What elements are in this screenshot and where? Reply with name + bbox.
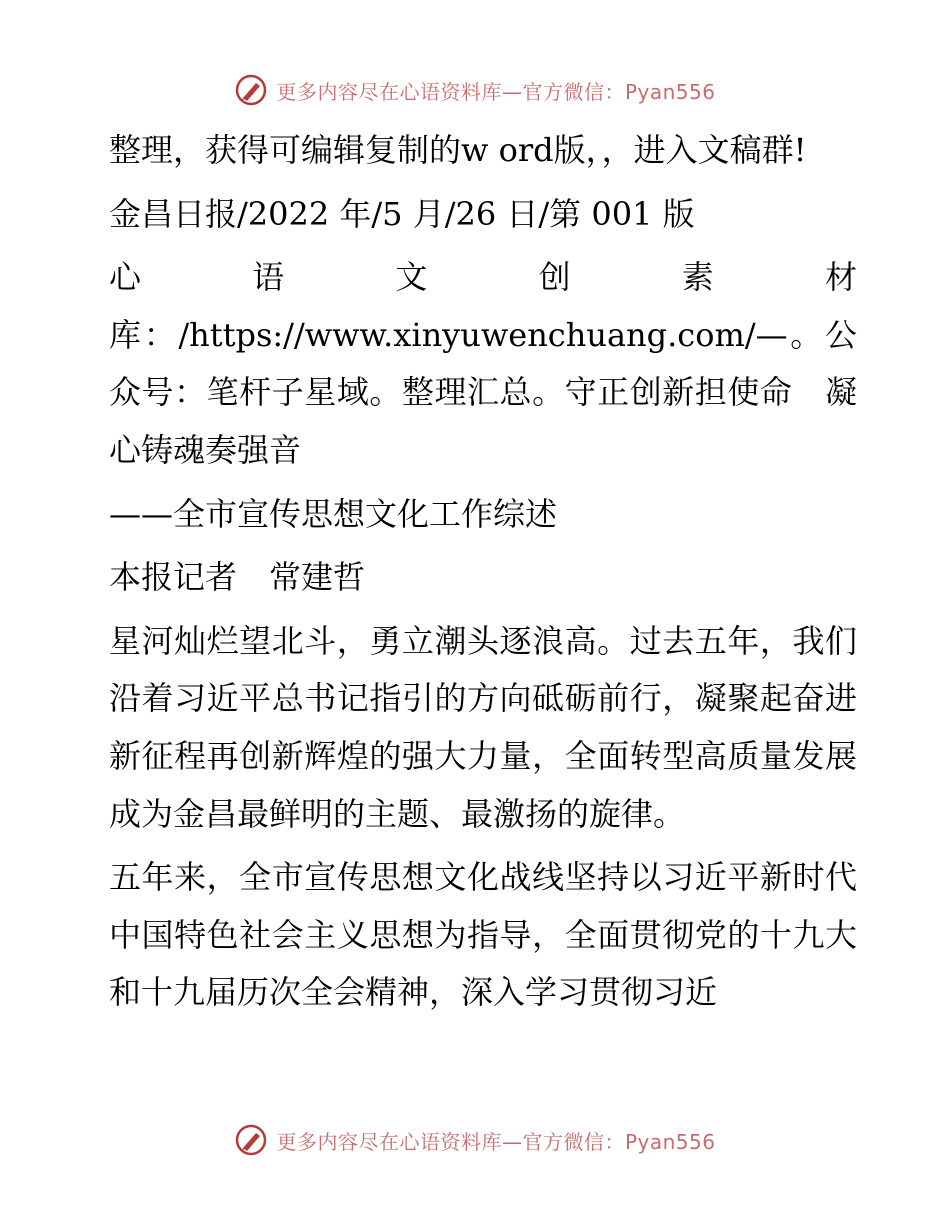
paragraph-intro: 整理，获得可编辑复制的w ord版，，进入文稿群! — [109, 131, 807, 169]
header-watermark-banner — [0, 70, 950, 110]
paragraph-library-title: 心语文创素材库：/https://www.xinyuwenchuang.com/—。公众号：笔杆子星域。整理汇总。守正创新担使命 凝心铸魂奏强音 — [109, 258, 857, 469]
footer-watermark-text: 更多内容尽在心语资料库—官方微信：Pyan556 — [276, 1129, 716, 1154]
paragraph-byline: 本报记者 常建哲 — [109, 558, 366, 597]
pen-logo-icon — [234, 1123, 268, 1157]
paragraph-source: 金昌日报/2022 年/5 月/26 日/第 001 版 — [109, 194, 695, 233]
paragraph-body-2: 五年来，全市宣传思想文化战线坚持以习近平新时代中国特色社会主义思想为指导，全面贯彻党的十九大和十九届历次全会精神，深入学习贯彻习近 — [109, 858, 857, 1012]
paragraph-subtitle: ——全市宣传思想文化工作综述 — [109, 494, 558, 533]
pen-logo-icon — [234, 73, 268, 107]
document-body — [97, 122, 857, 1028]
paragraph-body-1: 星河灿烂望北斗，勇立潮头逐浪高。过去五年，我们沿着习近平总书记指引的方向砥砺前行，凝聚起奋进新征程再创新辉煌的强大力量，全面转型高质量发展成为金昌最鲜明的主题、最激扬的旋律。 — [109, 621, 857, 833]
footer-watermark-banner — [0, 1120, 950, 1160]
header-watermark-text: 更多内容尽在心语资料库—官方微信：Pyan556 — [276, 79, 716, 104]
